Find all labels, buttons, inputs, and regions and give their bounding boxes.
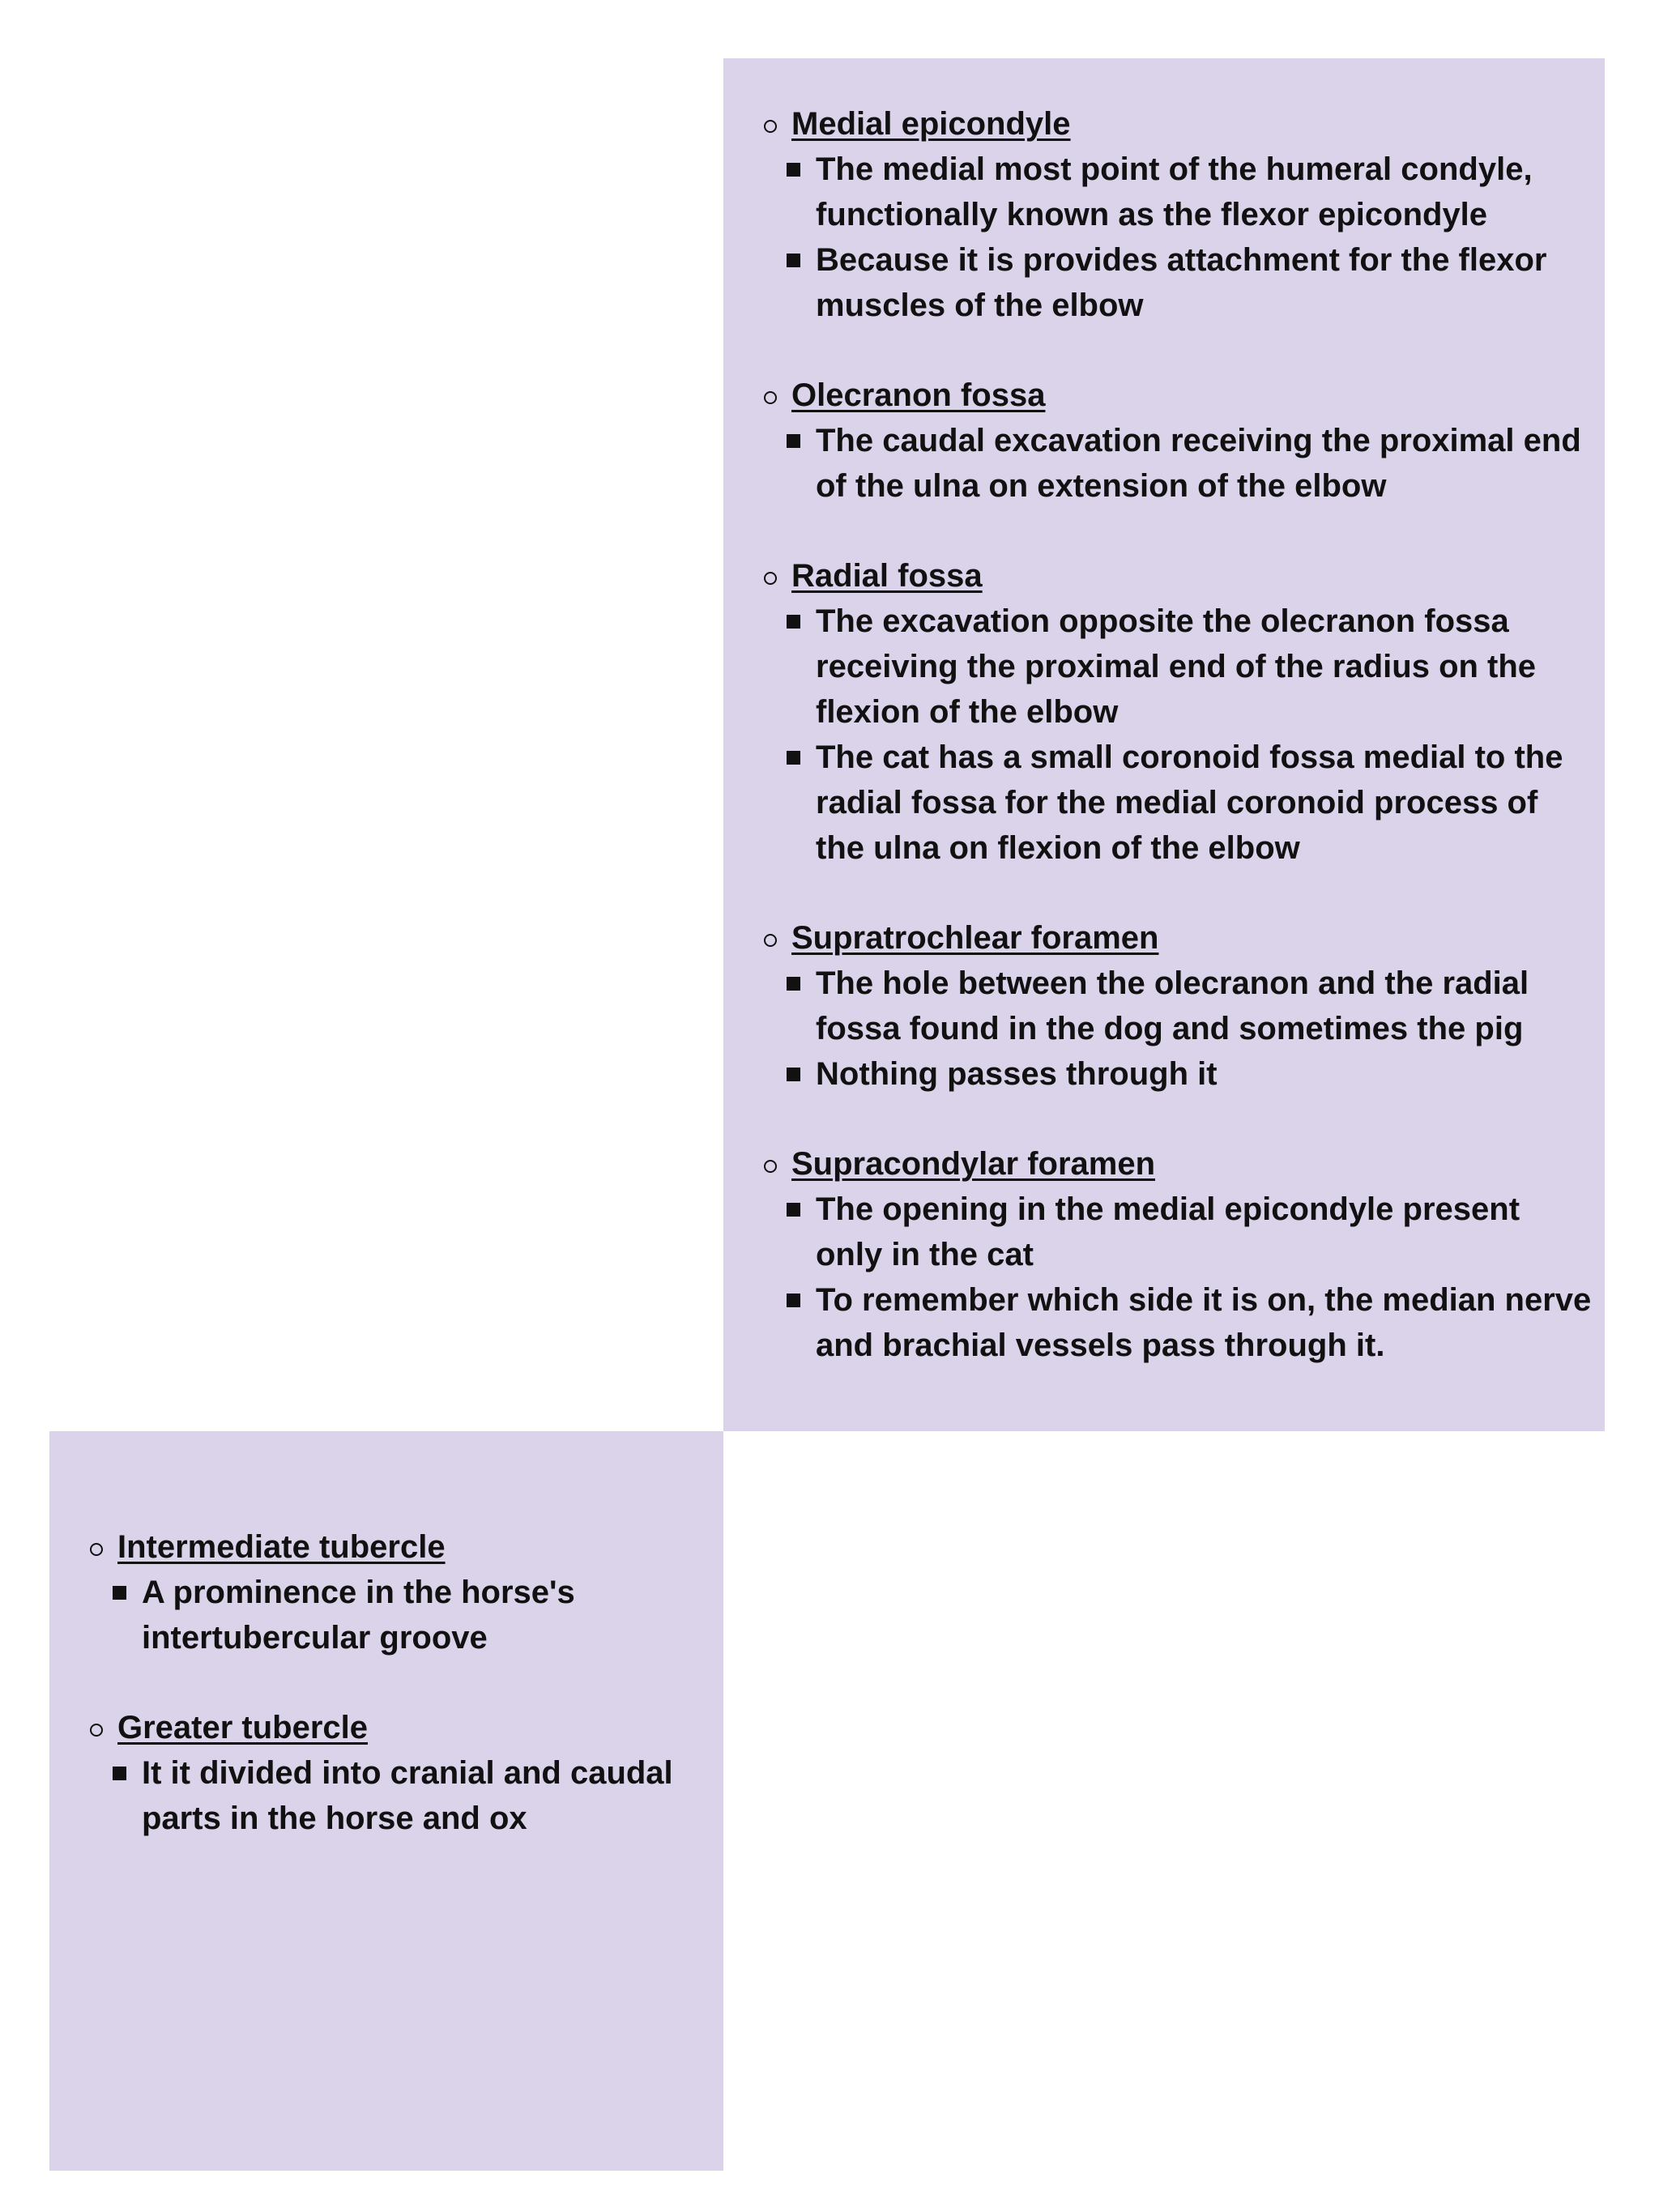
list-item [787,147,1605,237]
bullet-text: The medial most point of the humeral condyle, functionally known as the flexor epicondyle [816,151,1533,232]
square-bullet-icon [787,977,800,991]
bullet-list [764,961,1605,1097]
list-item [113,1750,723,1841]
circle-bullet-icon [90,1724,103,1737]
square-bullet-icon [787,254,800,267]
circle-bullet-icon [764,120,777,133]
circle-bullet-icon [764,572,777,585]
term-heading: Supratrochlear foramen [791,920,1159,956]
list-item [787,418,1605,509]
bullet-text: To remember which side it is on, the median nerve and brachial vessels pass through it. [816,1282,1592,1363]
note-entry [764,101,1605,328]
list-item [787,599,1605,735]
bullet-text: A prominence in the horse's intertubercular groove [142,1575,575,1656]
note-entry [764,1141,1605,1368]
list-item [787,1187,1605,1277]
square-bullet-icon [113,1767,126,1780]
notes-panel-bottom [49,1431,723,2171]
bullet-text: Because it is provides attachment for the flexor muscles of the elbow [816,242,1547,323]
note-entry [764,553,1605,871]
bullet-text: The caudal excavation receiving the proximal end of the ulna on extension of the elbow [816,423,1581,504]
term-heading: Supracondylar foramen [791,1146,1156,1182]
list-item [787,1051,1605,1097]
square-bullet-icon [787,615,800,629]
bullet-text: The cat has a small coronoid fossa medial to the radial fossa for the medial coronoid process of the ulna on flexion of the elbow [816,739,1563,866]
term-heading: Radial fossa [791,558,983,594]
bullet-list [764,1187,1605,1368]
note-entry [90,1524,723,1660]
bullet-text: It it divided into cranial and caudal parts in the horse and ox [142,1755,673,1836]
circle-bullet-icon [764,934,777,947]
bullet-list [764,599,1605,871]
square-bullet-icon [787,1068,800,1081]
list-item [787,735,1605,871]
square-bullet-icon [787,1203,800,1217]
circle-bullet-icon [90,1543,103,1556]
square-bullet-icon [787,163,800,177]
term-heading: Intermediate tubercle [117,1529,446,1565]
square-bullet-icon [787,1294,800,1307]
bullet-list [764,418,1605,509]
bullet-list [90,1750,723,1841]
square-bullet-icon [113,1586,126,1600]
circle-bullet-icon [764,1160,777,1173]
note-entry [764,373,1605,509]
square-bullet-icon [787,751,800,765]
square-bullet-icon [787,434,800,448]
note-entry [90,1705,723,1841]
term-heading: Olecranon fossa [791,377,1046,413]
circle-bullet-icon [764,391,777,404]
bullet-text: The opening in the medial epicondyle present only in the cat [816,1191,1520,1272]
note-entry [764,915,1605,1097]
list-item [787,961,1605,1051]
notes-panel-top [723,58,1605,1431]
list-item [787,1277,1605,1368]
bullet-text: The hole between the olecranon and the radial fossa found in the dog and sometimes the pig [816,965,1529,1046]
bullet-text: Nothing passes through it [816,1056,1218,1092]
list-item [113,1570,723,1660]
bullet-text: The excavation opposite the olecranon fossa receiving the proximal end of the radius on the flexion of the elbow [816,603,1537,730]
bullet-list [764,147,1605,328]
term-heading: Medial epicondyle [791,106,1071,142]
bullet-list [90,1570,723,1660]
term-heading: Greater tubercle [117,1710,369,1745]
list-item [787,237,1605,328]
